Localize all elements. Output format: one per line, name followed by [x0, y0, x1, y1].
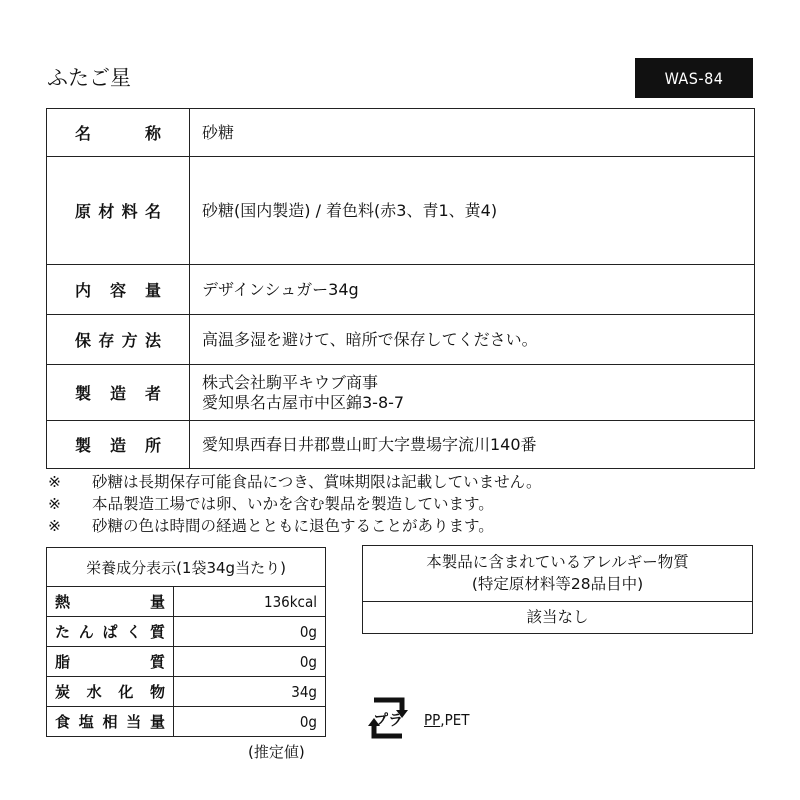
- label-char: 材: [98, 202, 115, 221]
- label-char: 造: [109, 384, 126, 403]
- label-char: 存: [98, 331, 115, 350]
- info-row: [47, 109, 755, 157]
- nutrition-row: [47, 677, 326, 707]
- label-char: 食: [55, 713, 71, 731]
- note-item: [48, 515, 542, 537]
- note-text: 本品製造工場では卵、いかを含む製品を製造しています。: [92, 495, 494, 513]
- label-char: 当: [126, 713, 142, 731]
- note-text: 砂糖は長期保存可能食品につき、賞味期限は記載していません。: [92, 473, 542, 491]
- info-value: [190, 109, 755, 157]
- label-char: 製: [75, 384, 92, 403]
- info-label-text: [75, 278, 161, 301]
- info-value-line: デザインシュガー34g: [202, 279, 359, 299]
- info-label: [47, 365, 190, 421]
- info-label: [47, 265, 190, 315]
- label-char: 化: [118, 683, 134, 701]
- label-char: 内: [75, 281, 92, 300]
- note-mark: ※: [48, 517, 61, 535]
- estimate-note: (推定値): [248, 743, 305, 761]
- nutrition-row: [47, 587, 326, 617]
- nutrition-label-text: [55, 681, 165, 702]
- allergy-title-line2: (特定原材料等28品目中): [471, 575, 644, 593]
- nutrition-label-text: [55, 651, 165, 672]
- info-label: [47, 157, 190, 265]
- note-item: [48, 471, 542, 493]
- label-char: 保: [75, 331, 92, 350]
- nutrition-row: [47, 617, 326, 647]
- nutrition-label: [47, 617, 174, 647]
- label-char: 法: [144, 331, 161, 350]
- label-char: 所: [144, 436, 161, 455]
- info-value-line: 高温多湿を避けて、暗所で保存してください。: [202, 329, 538, 349]
- info-label: [47, 109, 190, 157]
- product-info-table: [46, 108, 755, 469]
- info-label-text: [75, 199, 161, 222]
- nutrition-value: 0g: [174, 647, 326, 677]
- label-char: た: [55, 623, 71, 641]
- info-label-text: [75, 433, 161, 456]
- info-label-text: [75, 328, 161, 351]
- info-value-line: 砂糖(国内製造) / 着色料(赤3、青1、黄4): [202, 200, 498, 220]
- info-value-line: 株式会社駒平キウブ商事: [202, 372, 379, 392]
- info-row: [47, 265, 755, 315]
- nutrition-table: [46, 547, 326, 737]
- nutrition-value: 0g: [174, 617, 326, 647]
- info-row: [47, 157, 755, 265]
- label-char: 量: [144, 281, 161, 300]
- note-item: [48, 493, 542, 515]
- product-code-badge: WAS-84: [635, 58, 753, 98]
- info-row: [47, 365, 755, 421]
- label-char: 名: [75, 124, 92, 143]
- label-char: 料: [121, 202, 138, 221]
- label-char: く: [126, 623, 142, 641]
- nutrition-label: [47, 677, 174, 707]
- note-mark: ※: [48, 473, 61, 491]
- nutrition-label: [47, 647, 174, 677]
- allergy-title: [363, 546, 752, 602]
- material-label: [424, 711, 469, 729]
- label-char: 相: [102, 713, 118, 731]
- info-value-line: 砂糖: [202, 122, 235, 142]
- label-char: 名: [144, 202, 161, 221]
- label-char: 質: [149, 653, 165, 671]
- info-value: [190, 265, 755, 315]
- info-row: [47, 315, 755, 365]
- product-name: ふたご星: [47, 66, 131, 90]
- label-char: 塩: [78, 713, 94, 731]
- plastic-recycle-icon: [362, 694, 414, 742]
- nutrition-label-text: [55, 711, 165, 732]
- info-value: [190, 365, 755, 421]
- nutrition-title: 栄養成分表示(1袋34g当たり): [47, 548, 326, 587]
- nutrition-value: 0g: [174, 707, 326, 737]
- label-char: 方: [121, 331, 138, 350]
- info-label-text: [75, 121, 161, 144]
- note-mark: ※: [48, 495, 61, 513]
- info-label: [47, 421, 190, 469]
- nutrition-header-row: [47, 548, 326, 587]
- label-char: 容: [109, 281, 126, 300]
- label-char: ぱ: [102, 623, 118, 641]
- label-char: 量: [149, 593, 165, 611]
- nutrition-row: [47, 707, 326, 737]
- nutrition-label-text: [55, 621, 165, 642]
- allergy-value: 該当なし: [526, 608, 589, 626]
- allergy-title-line1: 本製品に含まれているアレルギー物質: [426, 553, 689, 571]
- recycle-symbol-text: プラ: [372, 711, 404, 729]
- label-char: ん: [78, 623, 94, 641]
- nutrition-value: 34g: [174, 677, 326, 707]
- nutrition-value: 136kcal: [174, 587, 326, 617]
- info-label: [47, 315, 190, 365]
- label-char: 原: [75, 202, 92, 221]
- label-char: 造: [109, 436, 126, 455]
- nutrition-row: [47, 647, 326, 677]
- label-char: 脂: [55, 653, 71, 671]
- label-char: 者: [144, 384, 161, 403]
- info-value: [190, 315, 755, 365]
- note-text: 砂糖の色は時間の経過とともに退色することがあります。: [92, 517, 494, 535]
- nutrition-label: [47, 707, 174, 737]
- label-char: 称: [144, 124, 161, 143]
- info-value-line: 愛知県名古屋市中区錦3-8-7: [202, 392, 405, 412]
- label-char: 水: [86, 683, 102, 701]
- info-row: [47, 421, 755, 469]
- allergy-box: [362, 545, 753, 634]
- label-char: 炭: [55, 683, 71, 701]
- info-value: [190, 421, 755, 469]
- label-char: 熱: [55, 593, 71, 611]
- label-char: 製: [75, 436, 92, 455]
- info-value: [190, 157, 755, 265]
- nutrition-label-text: [55, 591, 165, 612]
- material-pp: PP: [424, 711, 441, 729]
- nutrition-label: [47, 587, 174, 617]
- label-char: 量: [149, 713, 165, 731]
- info-label-text: [75, 381, 161, 404]
- info-value-line: 愛知県西春日井郡豊山町大字豊場字流川140番: [202, 434, 537, 454]
- label-char: 物: [149, 683, 165, 701]
- label-char: 質: [149, 623, 165, 641]
- material-rest: ,PET: [440, 711, 470, 729]
- notes: [48, 471, 542, 537]
